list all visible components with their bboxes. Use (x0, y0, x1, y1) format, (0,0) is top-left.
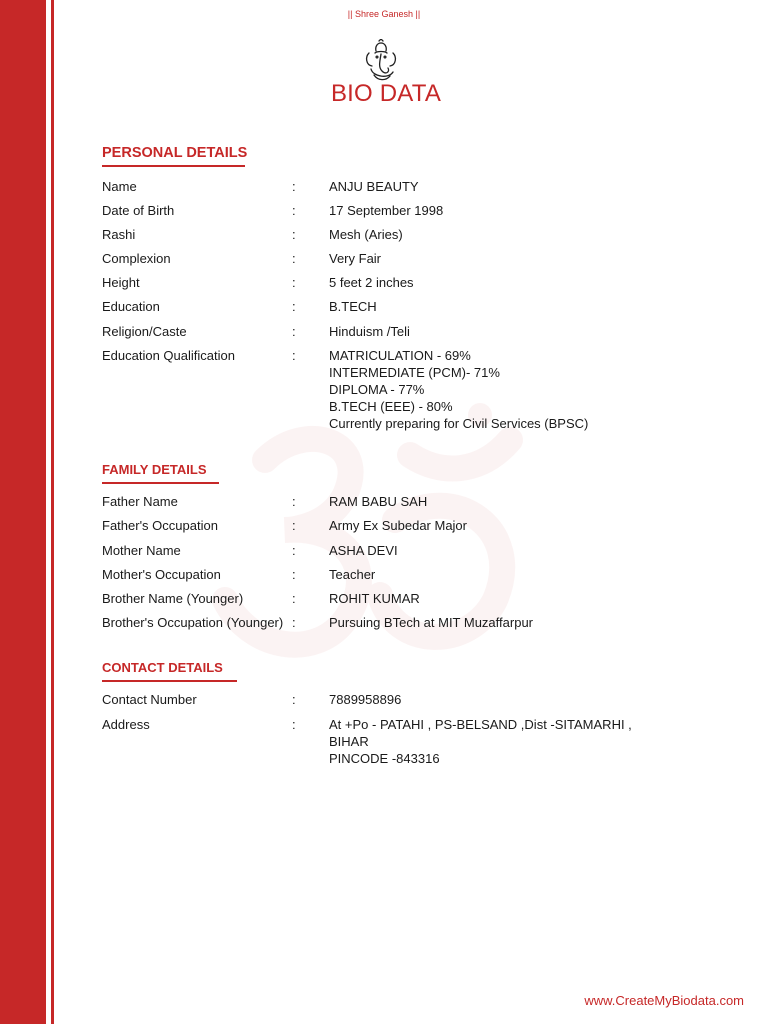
detail-label: Contact Number (102, 692, 197, 707)
detail-value (329, 323, 410, 340)
detail-value-line: Army Ex Subedar Major (329, 518, 467, 533)
detail-value (329, 178, 419, 195)
detail-value-line: DIPLOMA - 77% (329, 382, 425, 397)
detail-value (329, 226, 403, 243)
detail-value-line: 17 September 1998 (329, 203, 444, 218)
detail-value-line: Pursuing BTech at MIT Muzaffarpur (329, 615, 534, 630)
ganesha-icon (363, 39, 399, 83)
section-title-personal: PERSONAL DETAILS (102, 145, 248, 161)
detail-value (329, 493, 427, 510)
detail-separator: : (292, 227, 296, 242)
detail-value-line: INTERMEDIATE (PCM)- 71% (329, 365, 500, 380)
detail-value-line: ROHIT KUMAR (329, 591, 420, 606)
detail-value-line: ANJU BEAUTY (329, 179, 419, 194)
detail-value (329, 298, 377, 315)
detail-value-line: Currently preparing for Civil Services (BPSC) (329, 416, 589, 431)
section-rule-contact (102, 680, 237, 682)
detail-value (329, 542, 398, 559)
detail-separator: : (292, 692, 296, 707)
detail-separator: : (292, 543, 296, 558)
detail-value-line: BIHAR (329, 734, 369, 749)
detail-separator: : (292, 615, 296, 630)
detail-label: Mother's Occupation (102, 567, 221, 582)
detail-value (329, 202, 443, 219)
detail-value-line: Mesh (Aries) (329, 227, 403, 242)
detail-value (329, 590, 420, 607)
left-red-thin-stripe (51, 0, 54, 1024)
detail-value-line: 7889958896 (329, 692, 402, 707)
detail-separator: : (292, 567, 296, 582)
detail-value (329, 274, 414, 291)
detail-value-line: Hinduism /Teli (329, 324, 410, 339)
detail-label: Date of Birth (102, 203, 175, 218)
detail-value (329, 716, 632, 767)
detail-label: Height (102, 275, 140, 290)
detail-label: Name (102, 179, 137, 194)
detail-separator: : (292, 324, 296, 339)
detail-label: Mother Name (102, 543, 181, 558)
detail-value (329, 566, 375, 583)
detail-separator: : (292, 348, 296, 363)
detail-value-line: 5 feet 2 inches (329, 275, 414, 290)
detail-separator: : (292, 518, 296, 533)
detail-value-line: At +Po - PATAHI , PS-BELSAND ,Dist -SITAMARHI , (329, 717, 632, 732)
invocation-text: || Shree Ganesh || (347, 9, 421, 19)
section-rule-family (102, 482, 219, 484)
detail-value (329, 517, 467, 534)
detail-label: Address (102, 717, 150, 732)
detail-separator: : (292, 203, 296, 218)
detail-value-line: PINCODE -843316 (329, 751, 440, 766)
detail-separator: : (292, 251, 296, 266)
detail-label: Father Name (102, 494, 178, 509)
detail-label: Rashi (102, 227, 136, 242)
detail-label: Brother's Occupation (Younger) (102, 615, 284, 630)
detail-value-line: Teacher (329, 567, 376, 582)
left-red-stripe (0, 0, 46, 1024)
section-rule-personal (102, 165, 245, 167)
document-title: BIO DATA (330, 80, 442, 107)
detail-value-line: Very Fair (329, 251, 382, 266)
detail-value-line: B.TECH (329, 299, 377, 314)
detail-value-line: MATRICULATION - 69% (329, 348, 471, 363)
detail-separator: : (292, 299, 296, 314)
detail-separator: : (292, 494, 296, 509)
section-title-contact: CONTACT DETAILS (102, 660, 223, 675)
detail-separator: : (292, 591, 296, 606)
footer-website-link[interactable]: www.CreateMyBiodata.com (584, 993, 744, 1008)
detail-value (329, 347, 588, 432)
detail-label: Brother Name (Younger) (102, 591, 244, 606)
detail-label: Complexion (102, 251, 171, 266)
detail-value-line: ASHA DEVI (329, 543, 398, 558)
detail-value-line: B.TECH (EEE) - 80% (329, 399, 453, 414)
detail-value (329, 614, 533, 631)
detail-value-line: RAM BABU SAH (329, 494, 428, 509)
detail-value (329, 691, 401, 708)
detail-value (329, 250, 381, 267)
detail-separator: : (292, 179, 296, 194)
detail-label: Education (102, 299, 160, 314)
section-title-family: FAMILY DETAILS (102, 462, 207, 477)
detail-label: Religion/Caste (102, 324, 187, 339)
detail-label: Father's Occupation (102, 518, 218, 533)
detail-label: Education Qualification (102, 348, 235, 363)
detail-separator: : (292, 275, 296, 290)
detail-separator: : (292, 717, 296, 732)
